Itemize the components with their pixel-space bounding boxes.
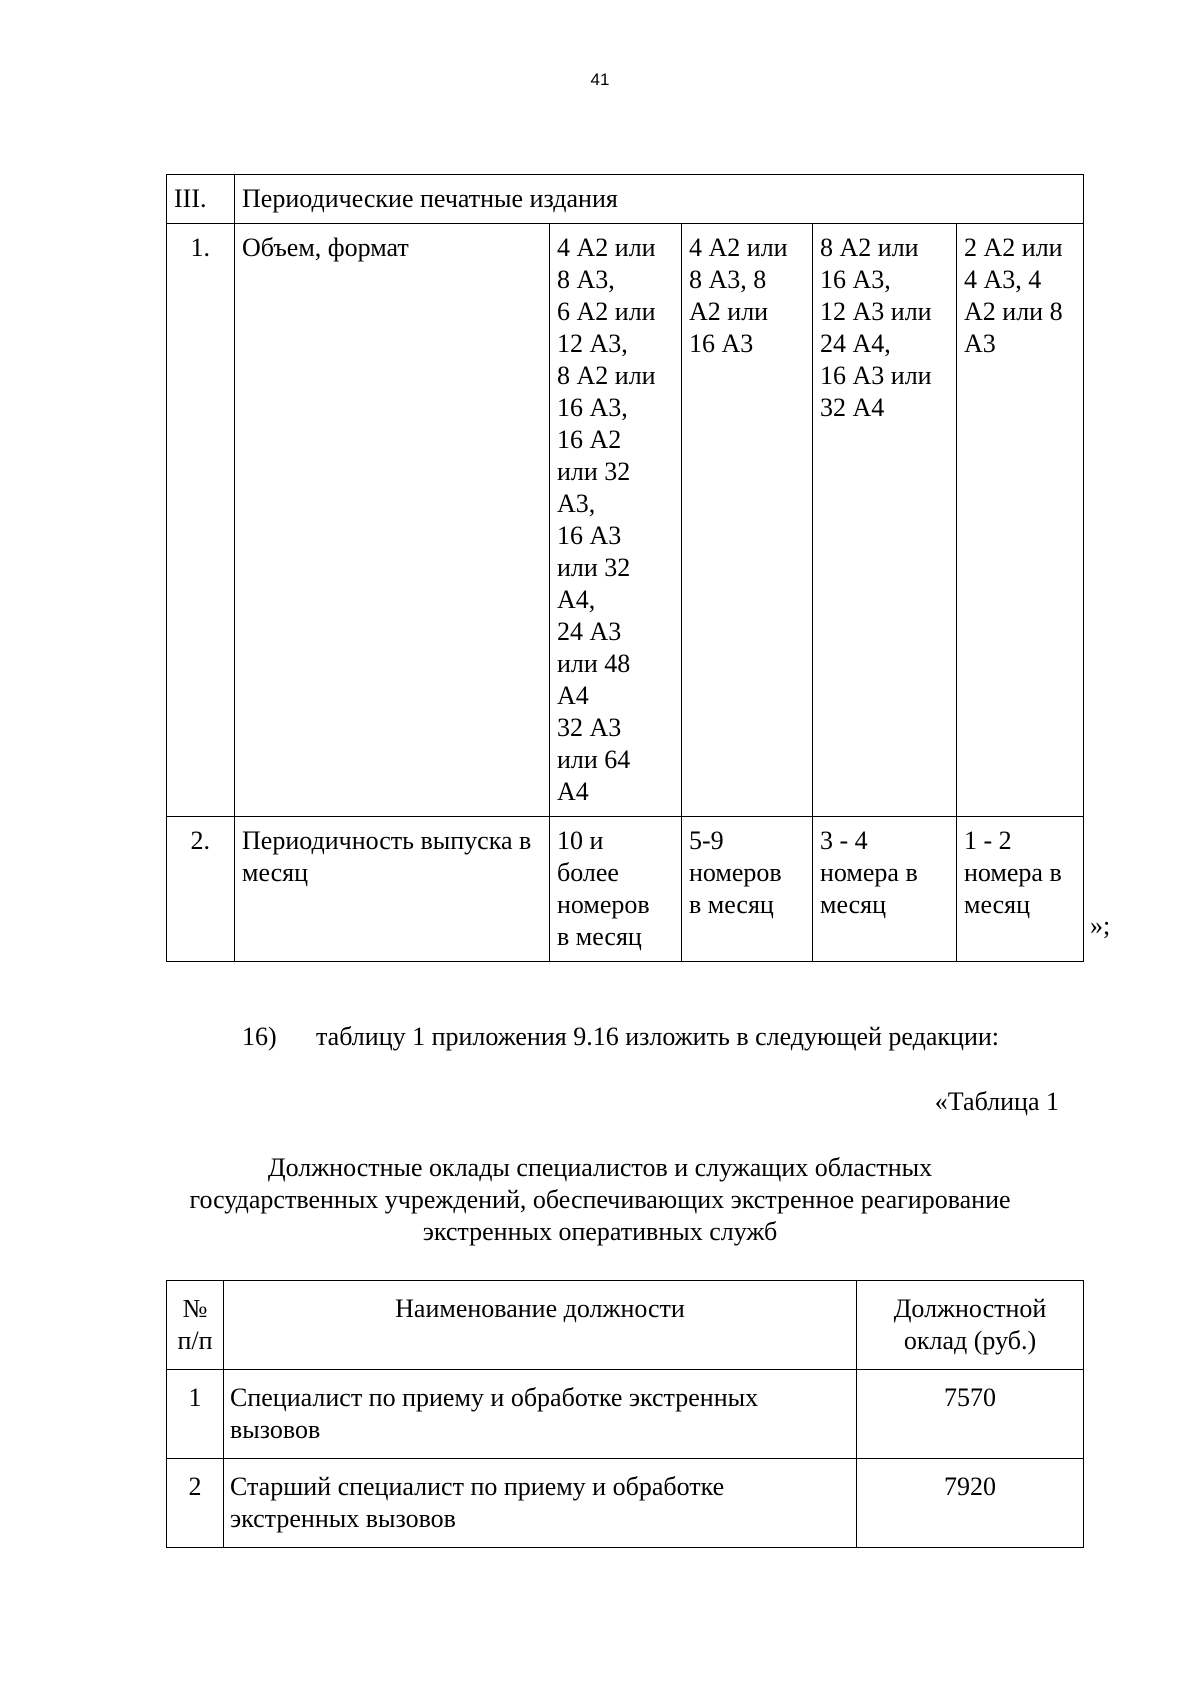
table-cell: 8 А2 или 16 А3, 12 А3 или 24 А4, 16 А3 или 32 А4 bbox=[813, 224, 957, 817]
periodicals-table bbox=[166, 174, 1084, 962]
header-row bbox=[167, 1281, 1084, 1370]
table-label: «Таблица 1 bbox=[934, 1087, 1059, 1116]
closing-quote: »; bbox=[1090, 911, 1111, 940]
position-name: Старший специалист по приему и обработке экстренных вызовов bbox=[224, 1459, 857, 1548]
heading-line: государственных учреждений, обеспечивающих экстренное реагирование bbox=[189, 1185, 1011, 1214]
page-number: 41 bbox=[590, 70, 610, 89]
row-number: 1. bbox=[167, 224, 235, 817]
heading-line: экстренных оперативных служб bbox=[422, 1217, 778, 1246]
table-row bbox=[167, 224, 1084, 817]
salaries-table bbox=[166, 1280, 1084, 1548]
row-name: Объем, формат bbox=[235, 224, 550, 817]
table-cell: 4 А2 или 8 А3, 6 А2 или 12 А3, 8 А2 или 16 А3, 16 А2 или 32 А3, 16 А3 или 32 А4, 24 А3 или 48 А4 32 А3 или 64 А4 bbox=[550, 224, 682, 817]
table-cell: 3 - 4 номера в месяц bbox=[813, 817, 957, 962]
row-number: 2 bbox=[167, 1459, 224, 1548]
table-heading bbox=[150, 1152, 1050, 1248]
section-title: Периодические печатные издания bbox=[235, 175, 1084, 224]
heading-line: Должностные оклады специалистов и служащих областных bbox=[267, 1153, 933, 1182]
amendment-paragraph bbox=[242, 1022, 999, 1052]
section-number: III. bbox=[167, 175, 235, 224]
header-number: № п/п bbox=[167, 1281, 224, 1370]
header-position: Наименование должности bbox=[224, 1281, 857, 1370]
header-salary: Должностной оклад (руб.) bbox=[857, 1281, 1084, 1370]
table-row bbox=[167, 1459, 1084, 1548]
position-name: Специалист по приему и обработке экстренных вызовов bbox=[224, 1370, 857, 1459]
table-cell: 1 - 2 номера в месяц bbox=[957, 817, 1084, 962]
table-cell: 2 А2 или 4 А3, 4 А2 или 8 А3 bbox=[957, 224, 1084, 817]
row-number: 2. bbox=[167, 817, 235, 962]
salary-value: 7570 bbox=[857, 1370, 1084, 1459]
row-number: 1 bbox=[167, 1370, 224, 1459]
table-cell: 4 А2 или 8 А3, 8 А2 или 16 А3 bbox=[682, 224, 813, 817]
table-cell: 5-9 номеров в месяц bbox=[682, 817, 813, 962]
table-cell: 10 и более номеров в месяц bbox=[550, 817, 682, 962]
row-name: Периодичность выпуска в месяц bbox=[235, 817, 550, 962]
table-row bbox=[167, 817, 1084, 962]
salary-value: 7920 bbox=[857, 1459, 1084, 1548]
paragraph-text: таблицу 1 приложения 9.16 изложить в следующей редакции: bbox=[316, 1022, 999, 1051]
section-row bbox=[167, 175, 1084, 224]
table-row bbox=[167, 1370, 1084, 1459]
paragraph-label: 16) bbox=[242, 1022, 277, 1051]
